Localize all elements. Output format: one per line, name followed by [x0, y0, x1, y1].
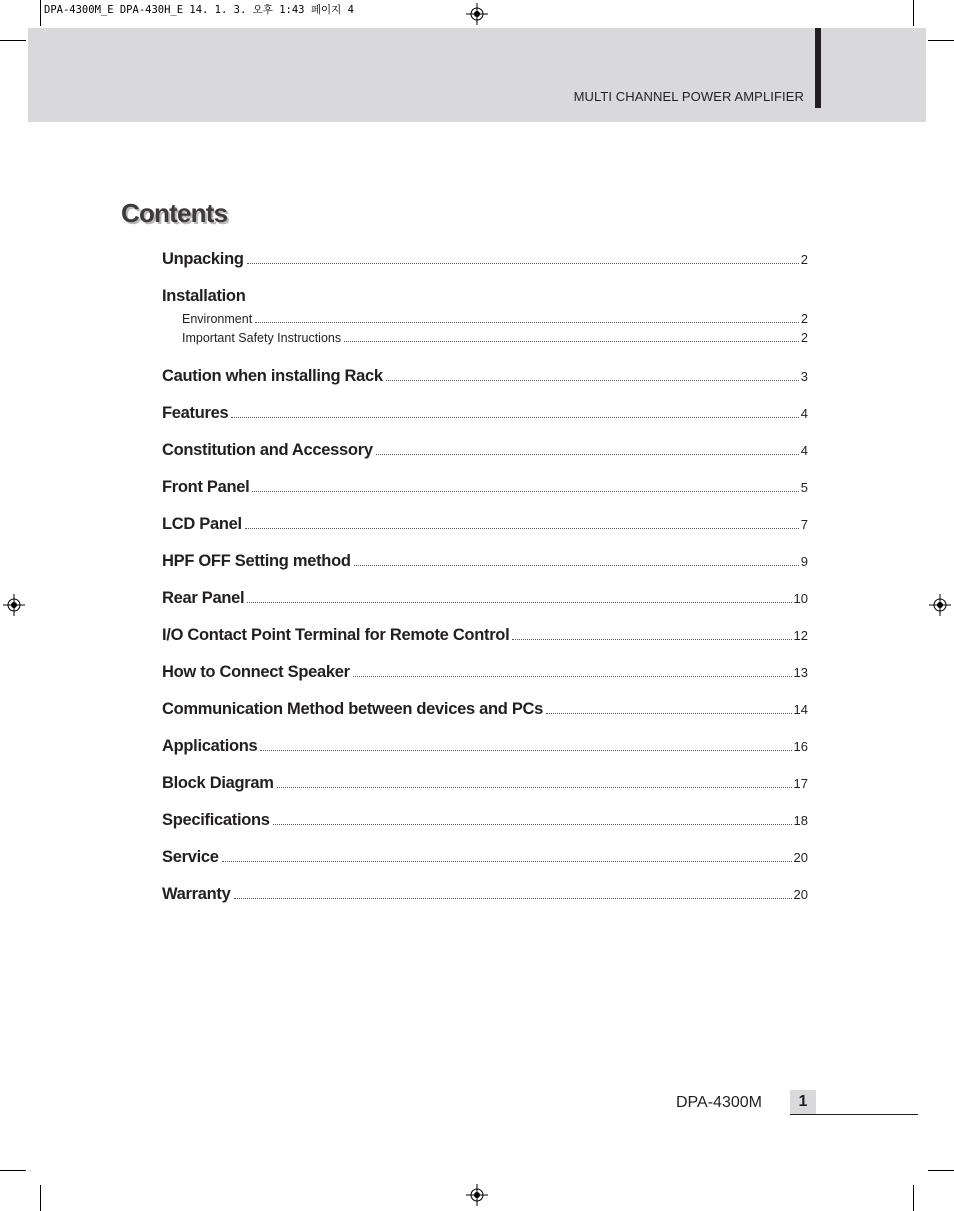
crop-mark-bottom-right-v [913, 1185, 914, 1211]
toc-page: 5 [800, 480, 808, 495]
toc-label: Caution when installing Rack [162, 367, 383, 385]
toc-page: 13 [793, 665, 808, 680]
toc-label: Unpacking [162, 250, 244, 268]
toc-entry-caution-rack[interactable] [162, 367, 808, 404]
dot-leader [277, 787, 792, 788]
toc-entry-front-panel[interactable] [162, 478, 808, 515]
dot-leader [247, 602, 791, 603]
toc-label: Block Diagram [162, 774, 274, 792]
registration-mark-left-icon [3, 594, 25, 616]
dot-leader [512, 639, 791, 640]
dot-leader [252, 491, 798, 492]
registration-mark-top-icon [466, 3, 488, 25]
registration-mark-bottom-icon [466, 1184, 488, 1206]
dot-leader [234, 898, 792, 899]
toc-entry-specifications[interactable] [162, 811, 808, 848]
registration-mark-right-icon [929, 594, 951, 616]
toc-entry-rear-panel[interactable] [162, 589, 808, 626]
header-product-category: MULTI CHANNEL POWER AMPLIFIER [573, 89, 804, 104]
crop-mark-top-left-v [40, 0, 41, 26]
toc-entry-constitution-accessory[interactable] [162, 441, 808, 478]
print-slug: DPA-4300M_E DPA-430H_E 14. 1. 3. 오후 1:43 페이지 4 [44, 4, 354, 16]
table-of-contents [162, 250, 808, 922]
toc-page: 3 [800, 369, 808, 384]
crop-mark-top-right-v [913, 0, 914, 26]
crop-mark-top-left-h [0, 40, 26, 41]
toc-subentry-safety-instructions[interactable] [162, 331, 808, 367]
toc-entry-service[interactable] [162, 848, 808, 885]
toc-page: 9 [800, 554, 808, 569]
toc-entry-connect-speaker[interactable] [162, 663, 808, 700]
toc-page: 10 [793, 591, 808, 606]
toc-entry-io-contact[interactable] [162, 626, 808, 663]
toc-entry-warranty[interactable] [162, 885, 808, 922]
dot-leader [255, 322, 799, 323]
crop-mark-top-right-h [928, 40, 954, 41]
toc-page: 18 [793, 813, 808, 828]
toc-entry-lcd-panel[interactable] [162, 515, 808, 552]
dot-leader [546, 713, 791, 714]
toc-label: Communication Method between devices and PCs [162, 700, 544, 718]
toc-page: 2 [800, 252, 808, 267]
toc-page: 16 [793, 739, 808, 754]
toc-label: Environment [182, 312, 253, 326]
toc-subentry-environment[interactable] [162, 312, 808, 331]
toc-label: Installation [162, 287, 246, 305]
toc-entry-unpacking[interactable] [162, 250, 808, 287]
header-band [28, 28, 926, 122]
toc-page: 17 [793, 776, 808, 791]
toc-page: 4 [800, 443, 808, 458]
toc-entry-installation[interactable] [162, 287, 808, 312]
toc-entry-hpf-off[interactable] [162, 552, 808, 589]
dot-leader [386, 380, 799, 381]
dot-leader [247, 263, 799, 264]
dot-leader [353, 676, 792, 677]
toc-page: 14 [793, 702, 808, 717]
toc-page: 7 [800, 517, 808, 532]
toc-label: Service [162, 848, 219, 866]
toc-label: I/O Contact Point Terminal for Remote Control [162, 626, 510, 644]
toc-entry-block-diagram[interactable] [162, 774, 808, 811]
crop-mark-bottom-left-v [40, 1185, 41, 1211]
toc-label: LCD Panel [162, 515, 242, 533]
toc-page: 2 [801, 331, 808, 345]
toc-label: HPF OFF Setting method [162, 552, 351, 570]
dot-leader [273, 824, 792, 825]
crop-mark-bottom-right-h [928, 1170, 954, 1171]
header-accent-bar [815, 28, 821, 108]
toc-page: 2 [801, 312, 808, 326]
toc-page: 20 [793, 850, 808, 865]
page-title: Contents [121, 198, 228, 228]
dot-leader [344, 341, 799, 342]
toc-page: 12 [793, 628, 808, 643]
footer-rule [790, 1114, 918, 1115]
dot-leader [376, 454, 799, 455]
toc-label: Important Safety Instructions [182, 331, 342, 345]
footer-page-number: 1 [790, 1090, 816, 1114]
toc-label: Features [162, 404, 229, 422]
toc-entry-applications[interactable] [162, 737, 808, 774]
toc-label: Front Panel [162, 478, 250, 496]
toc-page: 20 [793, 887, 808, 902]
toc-label: How to Connect Speaker [162, 663, 350, 681]
toc-page: 4 [800, 406, 808, 421]
dot-leader [260, 750, 791, 751]
toc-label: Specifications [162, 811, 270, 829]
dot-leader [354, 565, 799, 566]
crop-mark-bottom-left-h [0, 1170, 26, 1171]
toc-label: Rear Panel [162, 589, 245, 607]
footer-model-name: DPA-4300M [676, 1094, 762, 1111]
toc-label: Applications [162, 737, 258, 755]
dot-leader [231, 417, 798, 418]
dot-leader [222, 861, 792, 862]
dot-leader [245, 528, 799, 529]
toc-entry-features[interactable] [162, 404, 808, 441]
toc-label: Warranty [162, 885, 231, 903]
toc-label: Constitution and Accessory [162, 441, 373, 459]
toc-entry-communication[interactable] [162, 700, 808, 737]
